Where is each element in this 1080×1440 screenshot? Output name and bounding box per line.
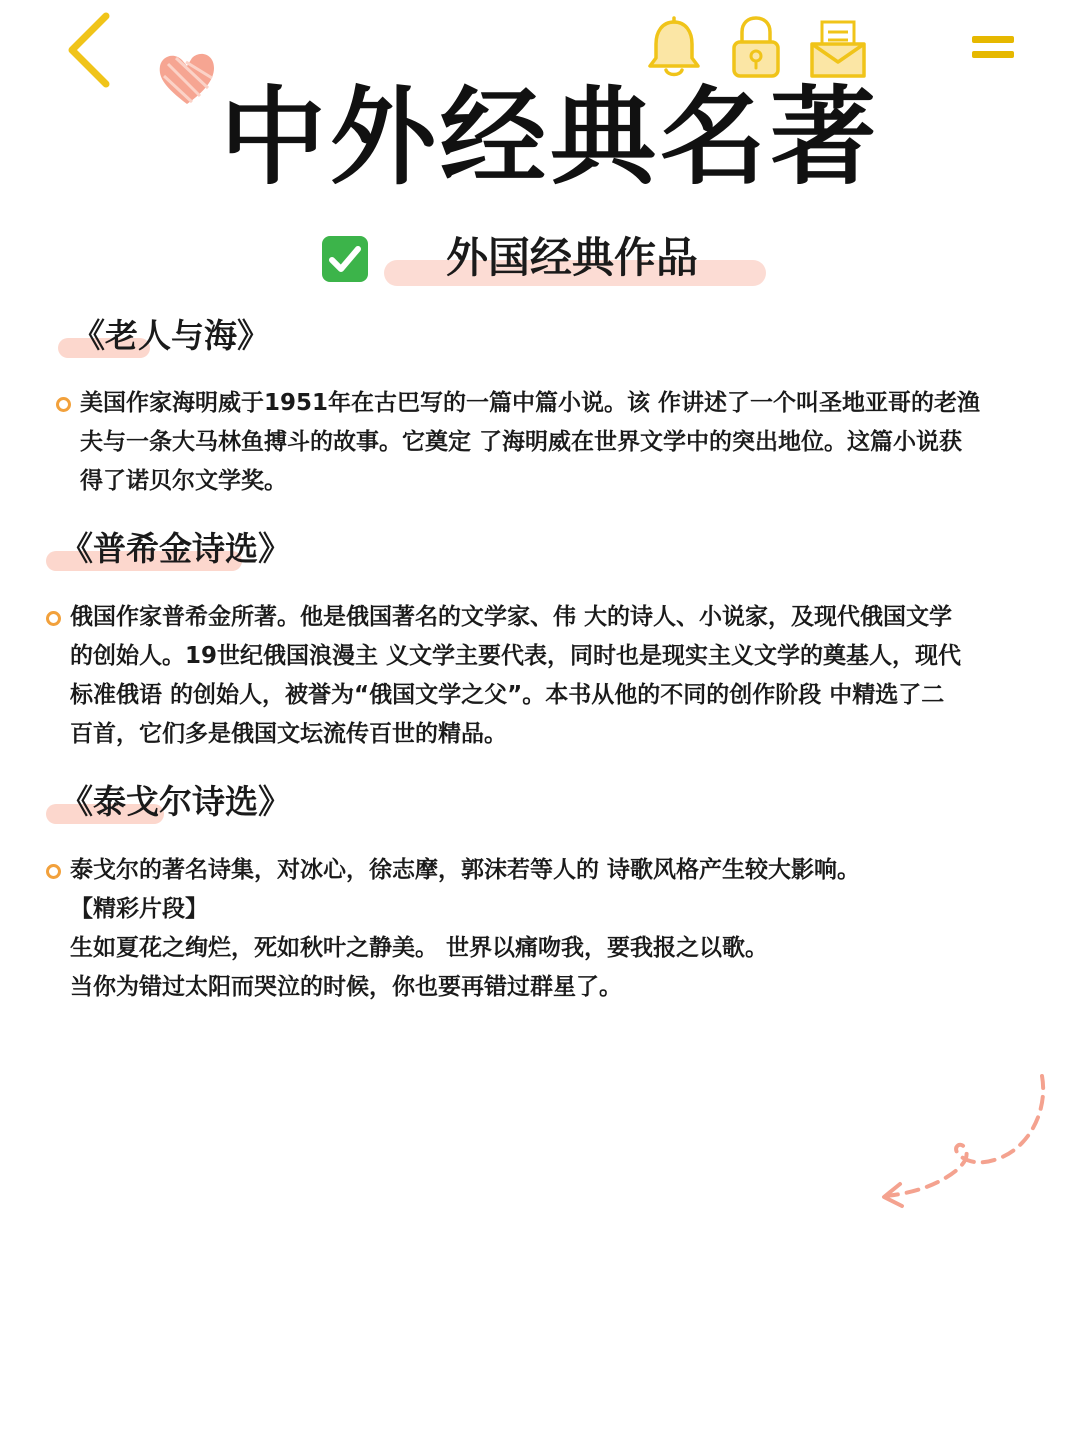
paragraph-line: 美国作家海明威于1951年在古巴写的一篇中篇小说。该 作讲述了一个叫圣地亚哥的老渔 [80,390,981,416]
subtitle: 外国经典作品 [445,233,698,282]
lock-icon[interactable] [728,14,784,80]
menu-icon[interactable] [968,30,1018,64]
paragraph-line: 的创始人。19世纪俄国浪漫主 义文学主要代表，同时也是现实主义文学的奠基人，现代 [70,643,962,669]
section-paragraph [56,384,1036,501]
section-heading [46,774,291,830]
page-title: 中外经典名著 [220,76,880,199]
section-title: 《普希金诗选》 [60,529,291,568]
bullet-circle-icon [46,611,61,626]
checkbox-checked-icon [322,236,368,282]
bell-icon[interactable] [646,16,702,80]
mail-icon[interactable] [808,18,868,80]
paragraph-line: 生如夏花之绚烂，死如秋叶之静美。 世界以痛吻我，要我报之以歌。 [70,935,769,961]
section-paragraph [46,851,1036,1007]
paragraph-line: 【精彩片段】 [70,896,208,922]
section-title: 《泰戈尔诗选》 [60,782,291,821]
paragraph-line: 当你为错过太阳而哭泣的时候，你也要再错过群星了。 [70,974,622,1000]
section-title: 《老人与海》 [72,316,270,355]
dashed-arrow-doodle-icon [870,1070,1060,1220]
bullet-circle-icon [46,864,61,879]
paragraph-line: 得了诺贝尔文学奖。 [80,468,287,494]
section-heading [58,308,270,364]
section-paragraph [46,598,1036,754]
subtitle-group [322,228,772,292]
paragraph-line: 泰戈尔的著名诗集，对冰心，徐志摩，郭沫若等人的 诗歌风格产生较大影响。 [70,857,861,883]
section-heading [46,521,291,577]
bullet-circle-icon [56,397,71,412]
paragraph-line: 百首，它们多是俄国文坛流传百世的精品。 [70,721,507,747]
paragraph-line: 标准俄语 的创始人，被誉为“俄国文学之父”。本书从他的不同的创作阶段 中精选了二 [70,682,945,708]
paragraph-line: 俄国作家普希金所著。他是俄国著名的文学家、伟 大的诗人、小说家，及现代俄国文学 [70,604,953,630]
paragraph-line: 夫与一条大马林鱼搏斗的故事。它奠定 了海明威在世界文学中的突出地位。这篇小说获 [80,429,963,455]
